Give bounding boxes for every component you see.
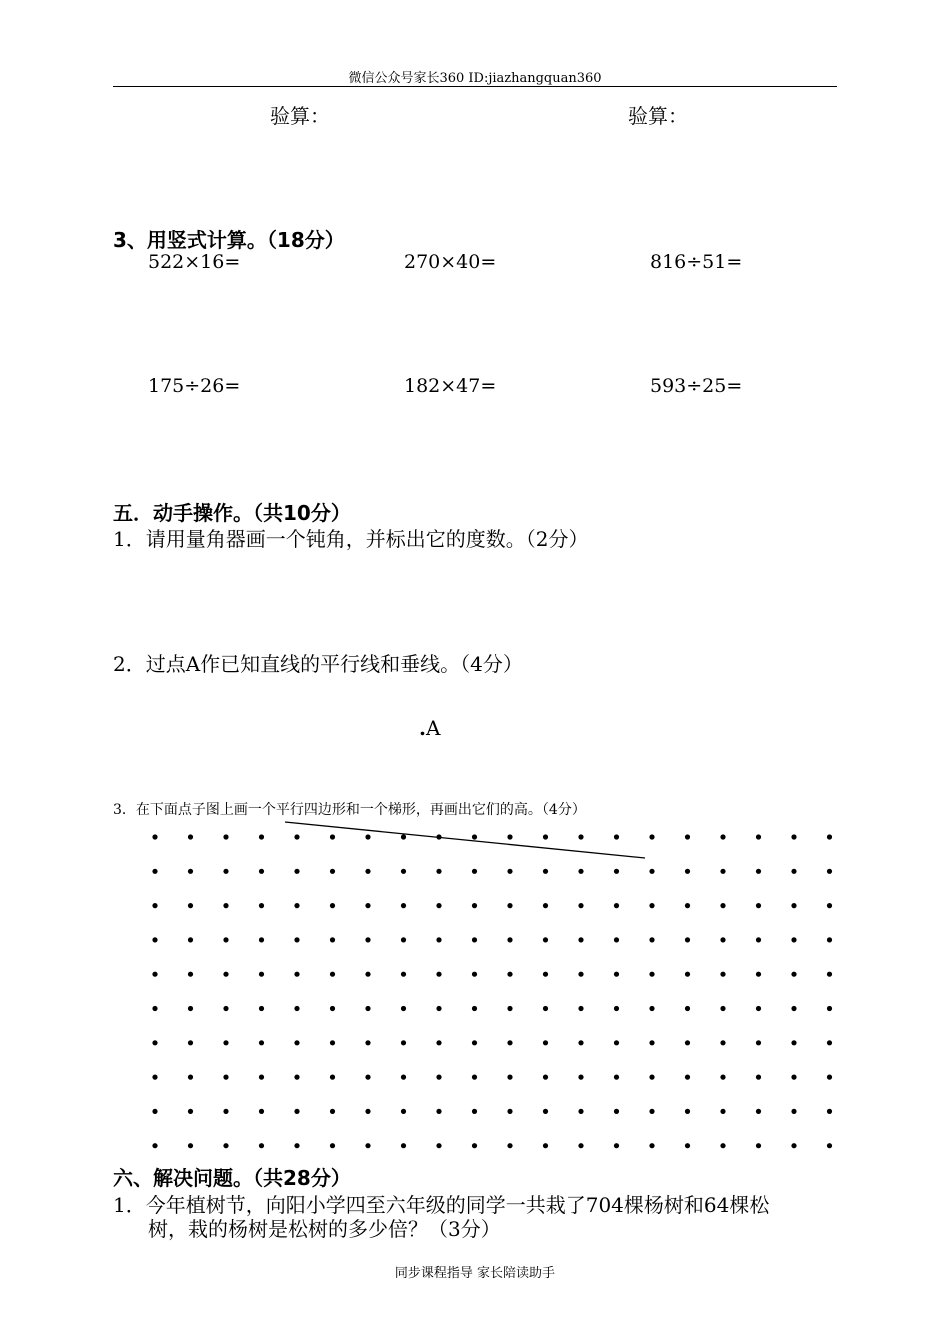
grid-dot[interactable] [543, 1075, 548, 1080]
grid-dot[interactable] [720, 1040, 725, 1045]
grid-dot[interactable] [259, 1006, 264, 1011]
section5-question-2: 2．过点A作已知直线的平行线和垂线。（4分） [113, 652, 523, 676]
grid-dot[interactable] [188, 1075, 193, 1080]
calc-problem: 593÷25= [650, 375, 743, 397]
grid-dot[interactable] [649, 1109, 654, 1114]
grid-dot[interactable] [152, 1006, 157, 1011]
grid-dot[interactable] [614, 1006, 619, 1011]
grid-dot[interactable] [791, 903, 796, 908]
grid-dot[interactable] [507, 869, 512, 874]
section5-title: 五．动手操作。（共10分） [113, 501, 351, 525]
given-line [285, 822, 645, 858]
grid-dot[interactable] [756, 1006, 761, 1011]
grid-dot[interactable] [188, 972, 193, 977]
grid-dot[interactable] [152, 903, 157, 908]
grid-dot[interactable] [543, 1006, 548, 1011]
grid-dot[interactable] [436, 1075, 441, 1080]
grid-dot[interactable] [365, 937, 370, 942]
grid-dot[interactable] [472, 1109, 477, 1114]
grid-dot[interactable] [152, 1040, 157, 1045]
grid-dot[interactable] [436, 937, 441, 942]
grid-dot[interactable] [330, 1109, 335, 1114]
grid-dot[interactable] [436, 1040, 441, 1045]
section6-question-1-line2: 树，栽的杨树是松树的多少倍？（3分） [148, 1217, 501, 1241]
grid-dot[interactable] [259, 937, 264, 942]
grid-dot[interactable] [188, 1040, 193, 1045]
grid-dot[interactable] [365, 903, 370, 908]
grid-dot[interactable] [472, 972, 477, 977]
grid-dot[interactable] [152, 869, 157, 874]
grid-dot[interactable] [294, 1040, 299, 1045]
grid-dot[interactable] [578, 1143, 583, 1148]
grid-dot[interactable] [330, 903, 335, 908]
section5-question-1: 1．请用量角器画一个钝角，并标出它的度数。（2分） [113, 527, 589, 551]
verify-label-right: 验算： [628, 104, 688, 128]
grid-dot[interactable] [365, 869, 370, 874]
grid-dot[interactable] [365, 972, 370, 977]
grid-dot[interactable] [578, 1040, 583, 1045]
grid-dot[interactable] [614, 972, 619, 977]
grid-dot[interactable] [330, 972, 335, 977]
grid-dot[interactable] [223, 903, 228, 908]
grid-dot[interactable] [578, 1109, 583, 1114]
grid-dot[interactable] [507, 1006, 512, 1011]
grid-dot[interactable] [472, 937, 477, 942]
grid-dot[interactable] [330, 1143, 335, 1148]
grid-dot[interactable] [401, 834, 406, 839]
grid-dot[interactable] [720, 903, 725, 908]
grid-dot[interactable] [472, 1040, 477, 1045]
grid-dot[interactable] [365, 1143, 370, 1148]
grid-dot[interactable] [259, 1075, 264, 1080]
section6-question-1-line1: 1．今年植树节，向阳小学四至六年级的同学一共栽了704棵杨树和64棵松 [113, 1193, 770, 1217]
grid-dot[interactable] [365, 1006, 370, 1011]
grid-dot[interactable] [685, 1006, 690, 1011]
grid-dot[interactable] [649, 972, 654, 977]
grid-dot[interactable] [259, 869, 264, 874]
grid-dot[interactable] [401, 1109, 406, 1114]
grid-dot[interactable] [401, 972, 406, 977]
grid-dot[interactable] [827, 1040, 832, 1045]
grid-dot[interactable] [649, 834, 654, 839]
grid-dot[interactable] [720, 834, 725, 839]
grid-dot[interactable] [649, 1143, 654, 1148]
grid-dot[interactable] [685, 834, 690, 839]
grid-dot[interactable] [223, 1040, 228, 1045]
calc-problem: 816÷51= [650, 251, 743, 273]
grid-dot[interactable] [614, 869, 619, 874]
grid-dot[interactable] [294, 937, 299, 942]
page-footer: 同步课程指导 家长陪读助手 [394, 1266, 556, 1281]
grid-dot[interactable] [401, 1040, 406, 1045]
grid-dot[interactable] [152, 937, 157, 942]
grid-dot[interactable] [578, 972, 583, 977]
grid-dot[interactable] [330, 1040, 335, 1045]
grid-dot[interactable] [756, 834, 761, 839]
grid-dot[interactable] [436, 1143, 441, 1148]
grid-dot[interactable] [330, 1006, 335, 1011]
grid-dot[interactable] [720, 869, 725, 874]
grid-dot[interactable] [614, 1143, 619, 1148]
grid-dot[interactable] [472, 1143, 477, 1148]
grid-dot[interactable] [720, 1075, 725, 1080]
grid-dot[interactable] [720, 1006, 725, 1011]
grid-dot[interactable] [436, 972, 441, 977]
grid-dot[interactable] [188, 869, 193, 874]
grid-dot[interactable] [188, 834, 193, 839]
grid-dot[interactable] [578, 1006, 583, 1011]
grid-dot[interactable] [791, 1075, 796, 1080]
grid-dot[interactable] [365, 1109, 370, 1114]
grid-dot[interactable] [827, 1109, 832, 1114]
grid-dot[interactable] [259, 834, 264, 839]
grid-dot[interactable] [152, 834, 157, 839]
grid-dot[interactable] [543, 1143, 548, 1148]
grid-dot[interactable] [436, 869, 441, 874]
grid-dot[interactable] [756, 937, 761, 942]
grid-dot[interactable] [614, 903, 619, 908]
grid-dot[interactable] [756, 1040, 761, 1045]
grid-dot[interactable] [791, 834, 796, 839]
grid-dot[interactable] [436, 834, 441, 839]
section3-title: 3、用竖式计算。（18分） [113, 228, 345, 252]
grid-dot[interactable] [472, 1006, 477, 1011]
grid-dot[interactable] [791, 937, 796, 942]
grid-dot[interactable] [791, 972, 796, 977]
verify-label-left: 验算： [270, 104, 330, 128]
grid-dot[interactable] [294, 903, 299, 908]
grid-dot[interactable] [791, 1006, 796, 1011]
section5-question-3: 3．在下面点子图上画一个平行四边形和一个梯形，再画出它们的高。（4分） [113, 802, 586, 818]
calc-problem: 182×47= [404, 375, 497, 397]
grid-dot[interactable] [827, 972, 832, 977]
grid-dot[interactable] [614, 937, 619, 942]
grid-dot[interactable] [294, 972, 299, 977]
grid-dot[interactable] [259, 1109, 264, 1114]
grid-dot[interactable] [649, 1006, 654, 1011]
grid-dot[interactable] [649, 1040, 654, 1045]
grid-dot[interactable] [649, 869, 654, 874]
grid-dot[interactable] [401, 869, 406, 874]
grid-dot[interactable] [223, 1109, 228, 1114]
point-dot: . [419, 716, 426, 740]
grid-dot[interactable] [685, 1109, 690, 1114]
grid-dot[interactable] [188, 1143, 193, 1148]
grid-dot[interactable] [294, 834, 299, 839]
grid-dot[interactable] [827, 1075, 832, 1080]
grid-dot[interactable] [330, 869, 335, 874]
grid-dot[interactable] [578, 869, 583, 874]
grid-dot[interactable] [401, 903, 406, 908]
grid-dot[interactable] [223, 1075, 228, 1080]
grid-dot[interactable] [436, 1109, 441, 1114]
grid-dot[interactable] [614, 1109, 619, 1114]
grid-dot[interactable] [401, 937, 406, 942]
grid-dot[interactable] [223, 972, 228, 977]
grid-dot[interactable] [507, 1143, 512, 1148]
grid-dot[interactable] [223, 937, 228, 942]
grid-dot[interactable] [294, 1143, 299, 1148]
grid-dot[interactable] [472, 903, 477, 908]
grid-dot[interactable] [472, 1075, 477, 1080]
grid-dot[interactable] [188, 903, 193, 908]
grid-dot[interactable] [685, 1075, 690, 1080]
grid-dot[interactable] [401, 1006, 406, 1011]
grid-dot[interactable] [330, 1075, 335, 1080]
grid-dot[interactable] [294, 1109, 299, 1114]
grid-dot[interactable] [614, 834, 619, 839]
grid-dot[interactable] [543, 834, 548, 839]
grid-dot[interactable] [827, 869, 832, 874]
grid-dot[interactable] [259, 1143, 264, 1148]
grid-dot[interactable] [720, 1143, 725, 1148]
grid-dot[interactable] [649, 903, 654, 908]
calc-problem: 522×16= [148, 251, 241, 273]
grid-dot[interactable] [188, 1109, 193, 1114]
grid-dot[interactable] [223, 834, 228, 839]
grid-dot[interactable] [507, 1109, 512, 1114]
grid-dot[interactable] [756, 1109, 761, 1114]
grid-dot[interactable] [472, 834, 477, 839]
grid-dot[interactable] [827, 1143, 832, 1148]
grid-dot[interactable] [578, 1075, 583, 1080]
grid-dot[interactable] [365, 1075, 370, 1080]
grid-dot[interactable] [614, 1040, 619, 1045]
section6-title: 六、解决问题。（共28分） [113, 1166, 351, 1190]
grid-dot[interactable] [543, 1109, 548, 1114]
grid-dot[interactable] [543, 972, 548, 977]
grid-dot[interactable] [507, 937, 512, 942]
grid-dot[interactable] [756, 1075, 761, 1080]
grid-dot[interactable] [756, 972, 761, 977]
grid-dot[interactable] [223, 869, 228, 874]
grid-dot[interactable] [152, 1075, 157, 1080]
grid-dot[interactable] [791, 1109, 796, 1114]
grid-dot[interactable] [791, 1040, 796, 1045]
grid-dot[interactable] [756, 903, 761, 908]
grid-dot[interactable] [685, 903, 690, 908]
grid-dot[interactable] [543, 937, 548, 942]
grid-dot[interactable] [294, 869, 299, 874]
grid-dot[interactable] [152, 972, 157, 977]
grid-dot[interactable] [614, 1075, 619, 1080]
grid-dot[interactable] [578, 834, 583, 839]
grid-dot[interactable] [259, 972, 264, 977]
grid-dot[interactable] [649, 937, 654, 942]
grid-dot[interactable] [365, 834, 370, 839]
grid-dot[interactable] [827, 1006, 832, 1011]
grid-dot[interactable] [188, 1006, 193, 1011]
grid-dot[interactable] [827, 937, 832, 942]
grid-dot[interactable] [685, 1143, 690, 1148]
grid-dot[interactable] [365, 1040, 370, 1045]
grid-dot[interactable] [330, 834, 335, 839]
page-header: 微信公众号家长360 ID:jiazhangquan360 [348, 71, 602, 86]
grid-dot[interactable] [294, 1006, 299, 1011]
grid-dot[interactable] [543, 903, 548, 908]
grid-dot[interactable] [188, 937, 193, 942]
grid-dot[interactable] [827, 903, 832, 908]
grid-dot[interactable] [259, 1040, 264, 1045]
grid-dot[interactable] [507, 1075, 512, 1080]
grid-dot[interactable] [543, 1040, 548, 1045]
grid-dot[interactable] [294, 1075, 299, 1080]
grid-dot[interactable] [152, 1109, 157, 1114]
grid-dot[interactable] [507, 1040, 512, 1045]
grid-dot[interactable] [685, 869, 690, 874]
grid-dot[interactable] [685, 972, 690, 977]
grid-dot[interactable] [507, 972, 512, 977]
grid-dot[interactable] [720, 1109, 725, 1114]
grid-dot[interactable] [259, 903, 264, 908]
grid-dot[interactable] [649, 1075, 654, 1080]
calc-problem: 270×40= [404, 251, 497, 273]
grid-dot[interactable] [685, 937, 690, 942]
grid-dot[interactable] [791, 869, 796, 874]
grid-dot[interactable] [330, 937, 335, 942]
grid-dot[interactable] [223, 1006, 228, 1011]
grid-dot[interactable] [401, 1075, 406, 1080]
grid-dot[interactable] [578, 903, 583, 908]
point-a-label: A [425, 716, 441, 740]
grid-dot[interactable] [436, 1006, 441, 1011]
grid-dot[interactable] [436, 903, 441, 908]
calc-problem: 175÷26= [148, 375, 241, 397]
grid-dot[interactable] [507, 834, 512, 839]
grid-dot[interactable] [578, 937, 583, 942]
grid-dot[interactable] [791, 1143, 796, 1148]
grid-dot[interactable] [756, 1143, 761, 1148]
grid-dot[interactable] [827, 834, 832, 839]
grid-dot[interactable] [152, 1143, 157, 1148]
grid-dot[interactable] [223, 1143, 228, 1148]
grid-dot[interactable] [472, 869, 477, 874]
grid-dot[interactable] [685, 1040, 690, 1045]
grid-dot[interactable] [756, 869, 761, 874]
grid-dot[interactable] [507, 903, 512, 908]
grid-dot[interactable] [401, 1143, 406, 1148]
grid-dot[interactable] [720, 972, 725, 977]
grid-dot[interactable] [543, 869, 548, 874]
grid-dot[interactable] [720, 937, 725, 942]
